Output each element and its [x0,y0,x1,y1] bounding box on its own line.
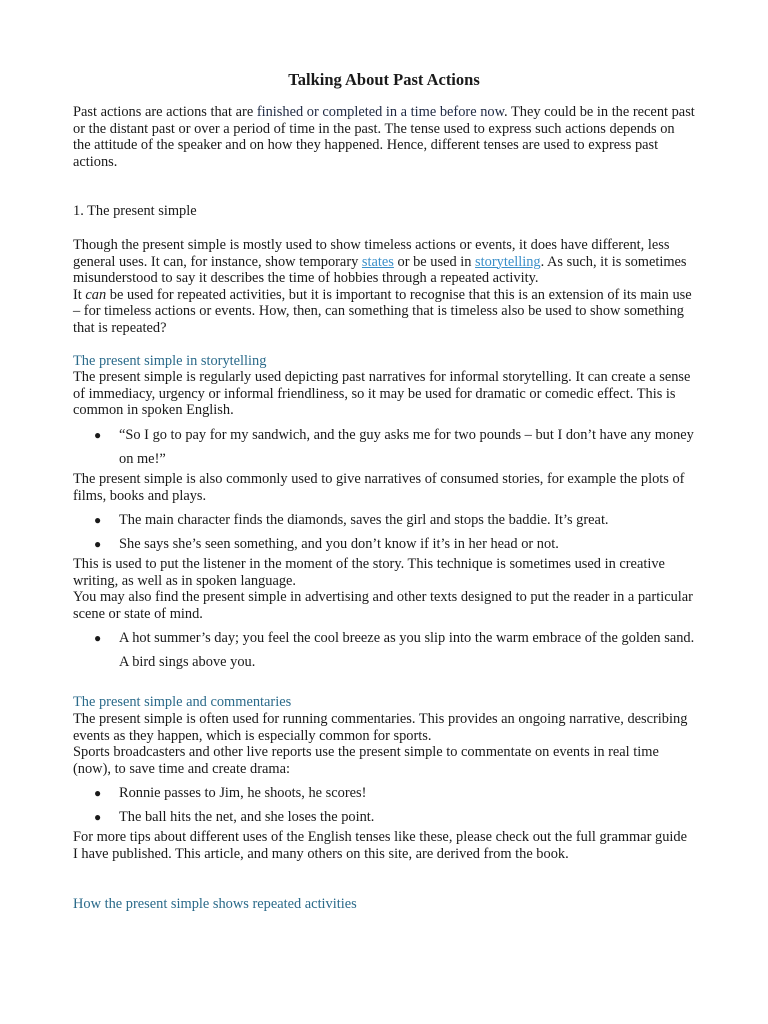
para-commentaries-2: Sports broadcasters and other live reports use the present simple to commentate on events in real time (now), to save time and create drama: [73,744,659,777]
advertising-bullets [73,626,695,674]
para-general-uses-text-c: . As such, it is sometimes misunderstood to say it describes the time of hobbies through a repeated activity. [73,253,687,287]
para-commentaries-1: The present simple is often used for running commentaries. This provides an ongoing narrative, describing events as they happen, which is especially common for sports. [73,711,688,744]
list-item-text: The main character finds the diamonds, saves the girl and stops the baddie. It’s great. [119,512,609,529]
bullet-icon: ● [94,513,102,528]
bullet-icon: ● [94,631,102,646]
link-storytelling[interactable]: storytelling [475,253,541,270]
para-general-uses-text-b: or be used in [393,253,476,270]
list-item-text: The ball hits the net, and she loses the point. [119,809,375,826]
para-consumed-stories: The present simple is also commonly used to give narratives of consumed stories, for example the plots of films, books and plays. [73,470,685,504]
list-item-text: A hot summer’s day; you feel the cool breeze as you slip into the warm embrace of the golden sand. A bird sings above you. [119,630,695,671]
bullet-icon: ● [94,537,102,552]
bullet-icon: ● [94,427,102,442]
para-repeated-text-b: be used for repeated activities, but it is important to recognise that this is an extension of its main use – for timeless actions or events. How, then, can something that is timeless also be used to show something that is repeated? [73,286,692,336]
para-tips: For more tips about different uses of the English tenses like these, please check out the full grammar guide I have published. This article, and many others on this site, are derived from the book. [73,829,687,863]
heading-commentaries: The present simple and commentaries [73,694,292,711]
intro-paragraph [73,104,695,170]
list-item-text: “So I go to pay for my sandwich, and the guy asks me for two pounds – but I don’t have any money on me!” [119,426,694,467]
list-item [73,423,695,471]
para-storytelling: The present simple is regularly used depicting past narratives for informal storytelling. It can create a sense of immediacy, urgency or informal friendliness, so it may be used for dramatic or comedic effect. This is common in spoken English. [73,369,691,419]
list-item-text: Ronnie passes to Jim, he shoots, he scores! [119,785,367,802]
list-item [73,508,695,532]
para-repeated-text-a: It [73,286,86,303]
list-item [73,781,695,805]
para-repeated-activities [73,287,695,337]
para-general-uses-text-a: Though the present simple is mostly used to show timeless actions or events, it does have different, less general uses. It can, for instance, show temporary [73,236,670,270]
para-repeated-emphasis: can [85,286,107,303]
para-listener: This is used to put the listener in the moment of the story. This technique is sometimes used in creative writing, as well as in spoken language. [73,556,665,589]
list-item-text: She says she’s seen something, and you don’t know if it’s in her head or not. [119,536,559,553]
para-advertising: You may also find the present simple in advertising and other texts designed to put the reader in a particular scene or state of mind. [73,589,693,622]
intro-text-2: . They could be in the recent past or the distant past or over a period of time in the past. The tense used to express such actions depends on the attitude of the speaker and on how they happened. Hence, different tenses are used to express past actions. [73,104,695,170]
document-title: Talking About Past Actions [288,70,480,89]
intro-highlight: finished or completed in a time before now [256,104,505,120]
para-general-uses [73,237,695,287]
list-item [73,626,695,674]
list-item [73,532,695,556]
storytelling-bullets [73,423,695,471]
list-item [73,805,695,829]
link-states[interactable]: states [361,253,394,270]
intro-text-1: Past actions are actions that are [73,104,257,120]
heading-storytelling: The present simple in storytelling [73,352,267,369]
section-label-present-simple: 1. The present simple [73,203,197,220]
bullet-icon: ● [94,786,102,801]
heading-repeated-activities: How the present simple shows repeated activities [73,895,357,912]
bullet-icon: ● [94,810,102,825]
commentary-bullets [73,781,695,829]
document-page [73,70,695,912]
consumed-bullets [73,508,695,556]
